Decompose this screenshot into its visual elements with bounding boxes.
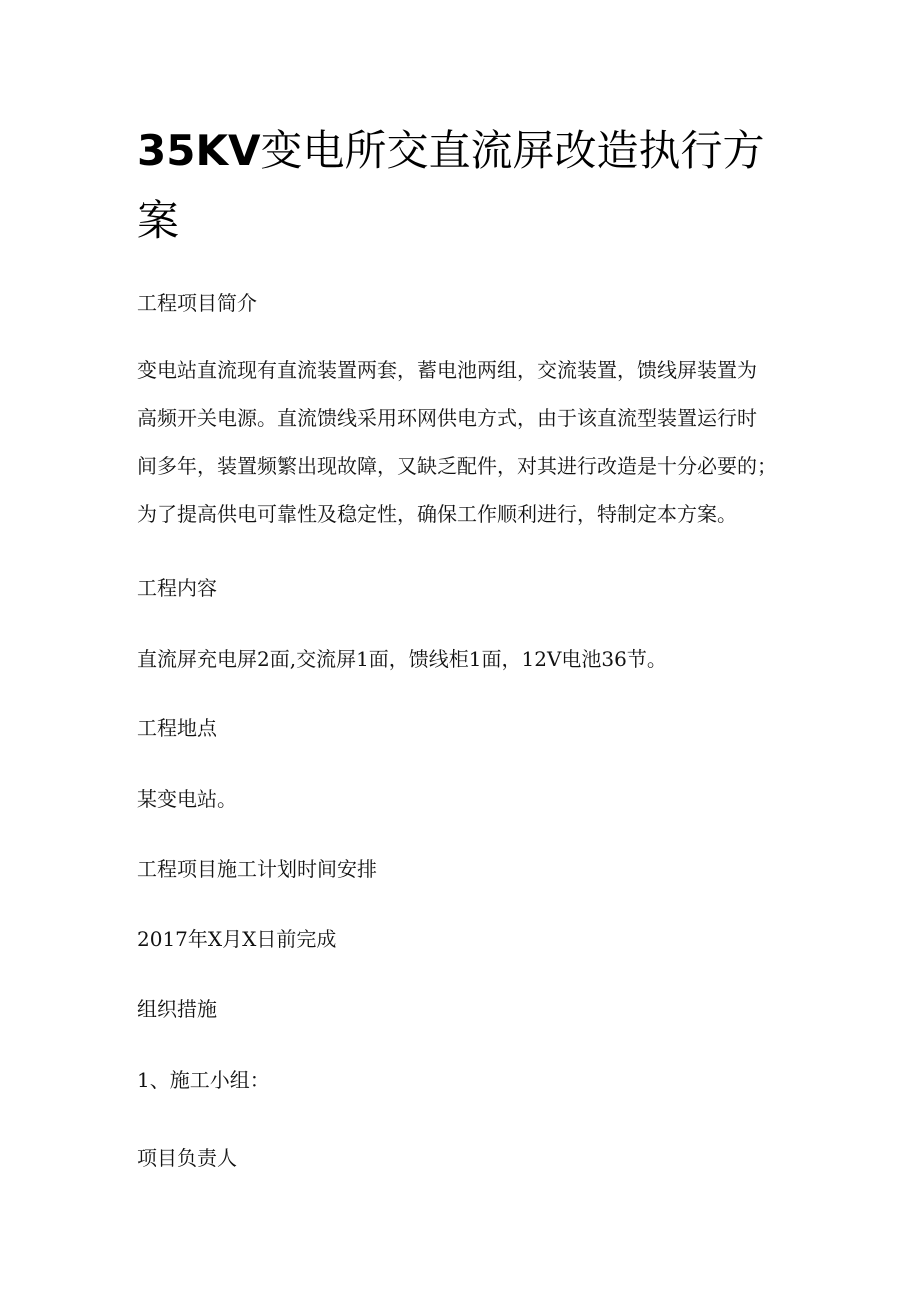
document-title-text: 变电所交直流屏改造执行方案	[137, 126, 765, 245]
intro-line: 变电站直流现有直流装置两套，蓄电池两组，交流装置，馈线屏装置为	[137, 358, 757, 382]
content-text: 直流屏充电屏2面,交流屏1面，馈线柜1面，12V电池36节。	[137, 647, 667, 671]
section-heading-organization: 组织措施	[137, 997, 217, 1021]
intro-line: 高频开关电源。直流馈线采用环网供电方式，由于该直流型装置运行时	[137, 406, 757, 430]
section-heading-schedule: 工程项目施工计划时间安排	[137, 857, 377, 881]
intro-line: 为了提高供电可靠性及稳定性，确保工作顺利进行，特制定本方案。	[137, 502, 737, 526]
section-heading-location: 工程地点	[137, 716, 217, 740]
intro-line: 间多年，装置频繁出现故障，又缺乏配件，对其进行改造是十分必要的；	[137, 454, 777, 478]
intro-paragraph	[137, 358, 777, 550]
section-heading-intro: 工程项目简介	[137, 291, 257, 315]
schedule-text: 2017年X月X日前完成	[137, 927, 337, 951]
location-text: 某变电站。	[137, 787, 237, 811]
org-item-team: 1、施工小组：	[137, 1068, 270, 1092]
section-heading-content: 工程内容	[137, 576, 217, 600]
org-item-project-lead: 项目负责人	[137, 1146, 237, 1170]
document-title	[137, 116, 777, 256]
document-title-prefix: 35KV	[137, 126, 261, 175]
